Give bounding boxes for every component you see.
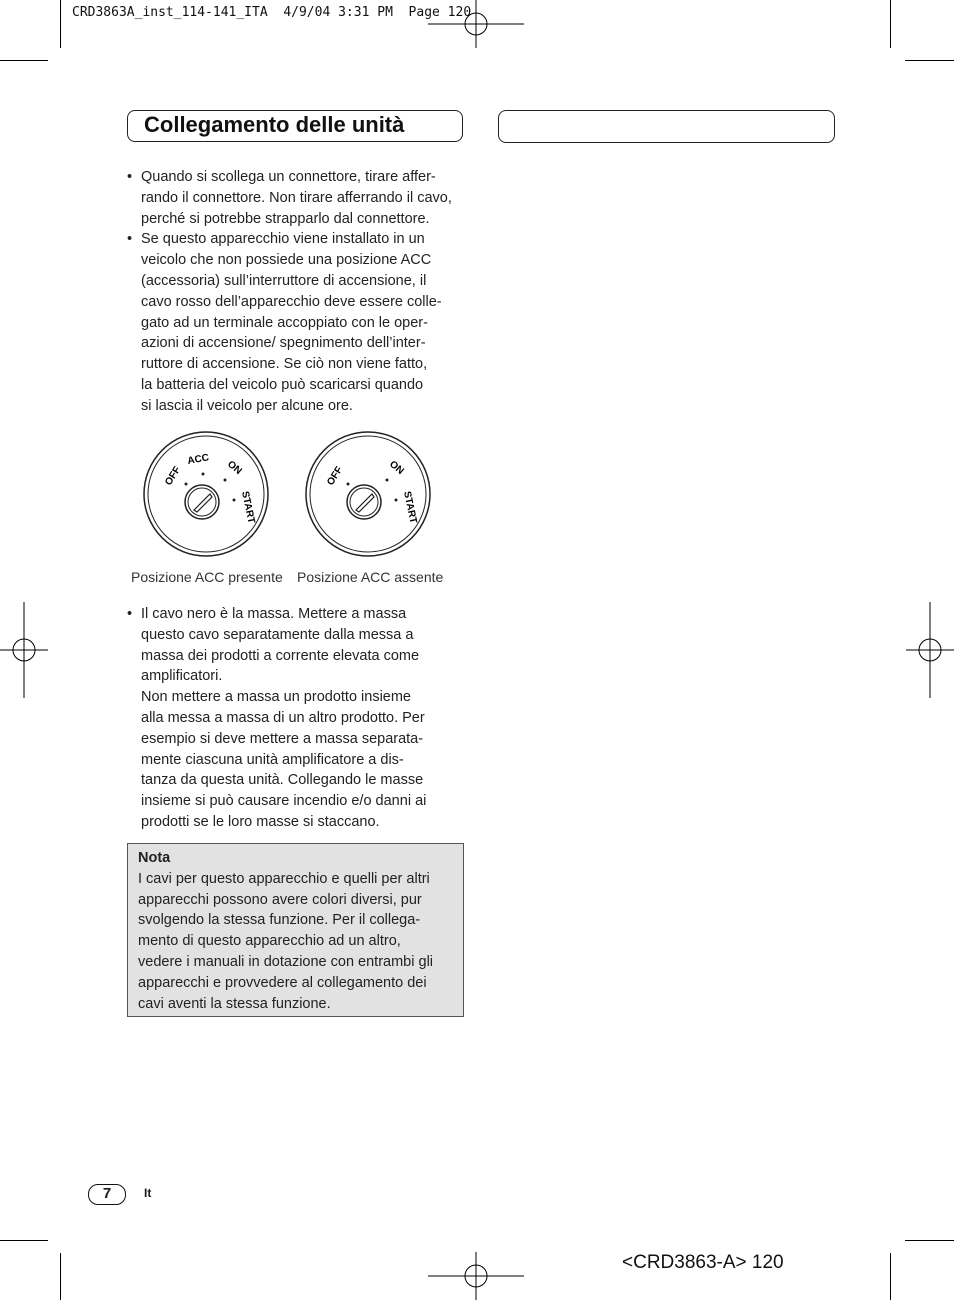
label-start: START [239,490,257,525]
crop-mark [0,60,48,61]
crop-mark [0,1240,48,1241]
crop-mark [905,60,954,61]
bullet-list-top [127,167,467,417]
bullet-dot: • [127,231,133,248]
bullet-text: Se questo apparecchio viene installato in un veicolo che non possiede una posizione ACC (accessoria) sull’interruttore di accensione, il cavo rosso dell’apparecchio deve essere colle- gato ad un terminale accoppiato con le oper- azioni di accensione/ spegnimento dell’inter- ruttore di accensione. Se ciò non viene fatto, la batteria del veicolo può scaricarsi quando si lascia il veicolo per alcune ore. [141,231,442,414]
crop-mark [905,1240,954,1241]
section-title: Collegamento delle unità [144,112,405,137]
section-header [127,110,463,142]
bullet-text: Quando si scollega un connettore, tirare affer- rando il connettore. Non tirare afferrando il cavo, perché si potrebbe strapparlo dal connettore. [141,169,452,227]
label-acc: ACC [186,452,210,467]
switch-without-acc [306,432,430,556]
label-on: ON [387,458,406,477]
note-title: Nota [138,850,171,866]
bullet-list-bottom [127,604,467,833]
label-start: START [401,490,419,525]
crop-mark [60,1253,61,1300]
bullet-text: Il cavo nero è la massa. Mettere a massa questo cavo separatamente dalla messa a massa dei prodotti a corrente elevata come amplificatori. [141,606,420,685]
crop-mark [890,0,891,48]
page-number-badge: 7 [88,1184,126,1205]
label-on: ON [225,458,244,477]
crop-mark [60,0,61,48]
label-off: OFF [325,464,346,488]
print-slug: CRD3863A_inst_114-141_ITA 4/9/04 3:31 PM Page 120 [72,5,472,20]
ignition-switch-illustration [140,428,440,562]
caption-acc-present: Posizione ACC presente [131,569,283,585]
footer-document-code: <CRD3863-A> 120 [622,1252,784,1273]
label-off: OFF [163,464,184,488]
registration-mark-left [0,602,48,698]
bullet-dot: • [127,606,133,622]
registration-mark-bottom [428,1252,524,1300]
registration-mark-top [428,0,524,48]
bullet-item [127,604,467,687]
caption-acc-absent: Posizione ACC assente [297,569,444,585]
language-code: It [144,1186,152,1200]
bullet-dot: • [127,169,133,185]
crop-mark [890,1253,891,1300]
bullet-continuation: Non mettere a massa un prodotto insieme alla messa a massa di un altro prodotto. Per esempio si deve mettere a massa separata- mente ciascuna unità amplificatore a dis- tanza da questa unità. Collegando le masse insieme si può causare incendio e/o danni ai prodotti se le loro masse si staccano. [141,689,427,830]
registration-mark-right [906,602,954,698]
bullet-item [127,229,467,416]
switch-with-acc [144,432,268,556]
note-box [127,843,464,1017]
empty-header-pill [498,110,835,143]
bullet-item [127,167,467,229]
note-body: I cavi per questo apparecchio e quelli per altri apparecchi possono avere colori diversi, pur svolgendo la stessa funzione. Per il collega- mento di questo apparecchio ad un altro, vedere i manuali in dotazione con entrambi gli apparecchi e provvedere al collegamento dei cavi aventi la stessa funzione. [138,870,434,1012]
